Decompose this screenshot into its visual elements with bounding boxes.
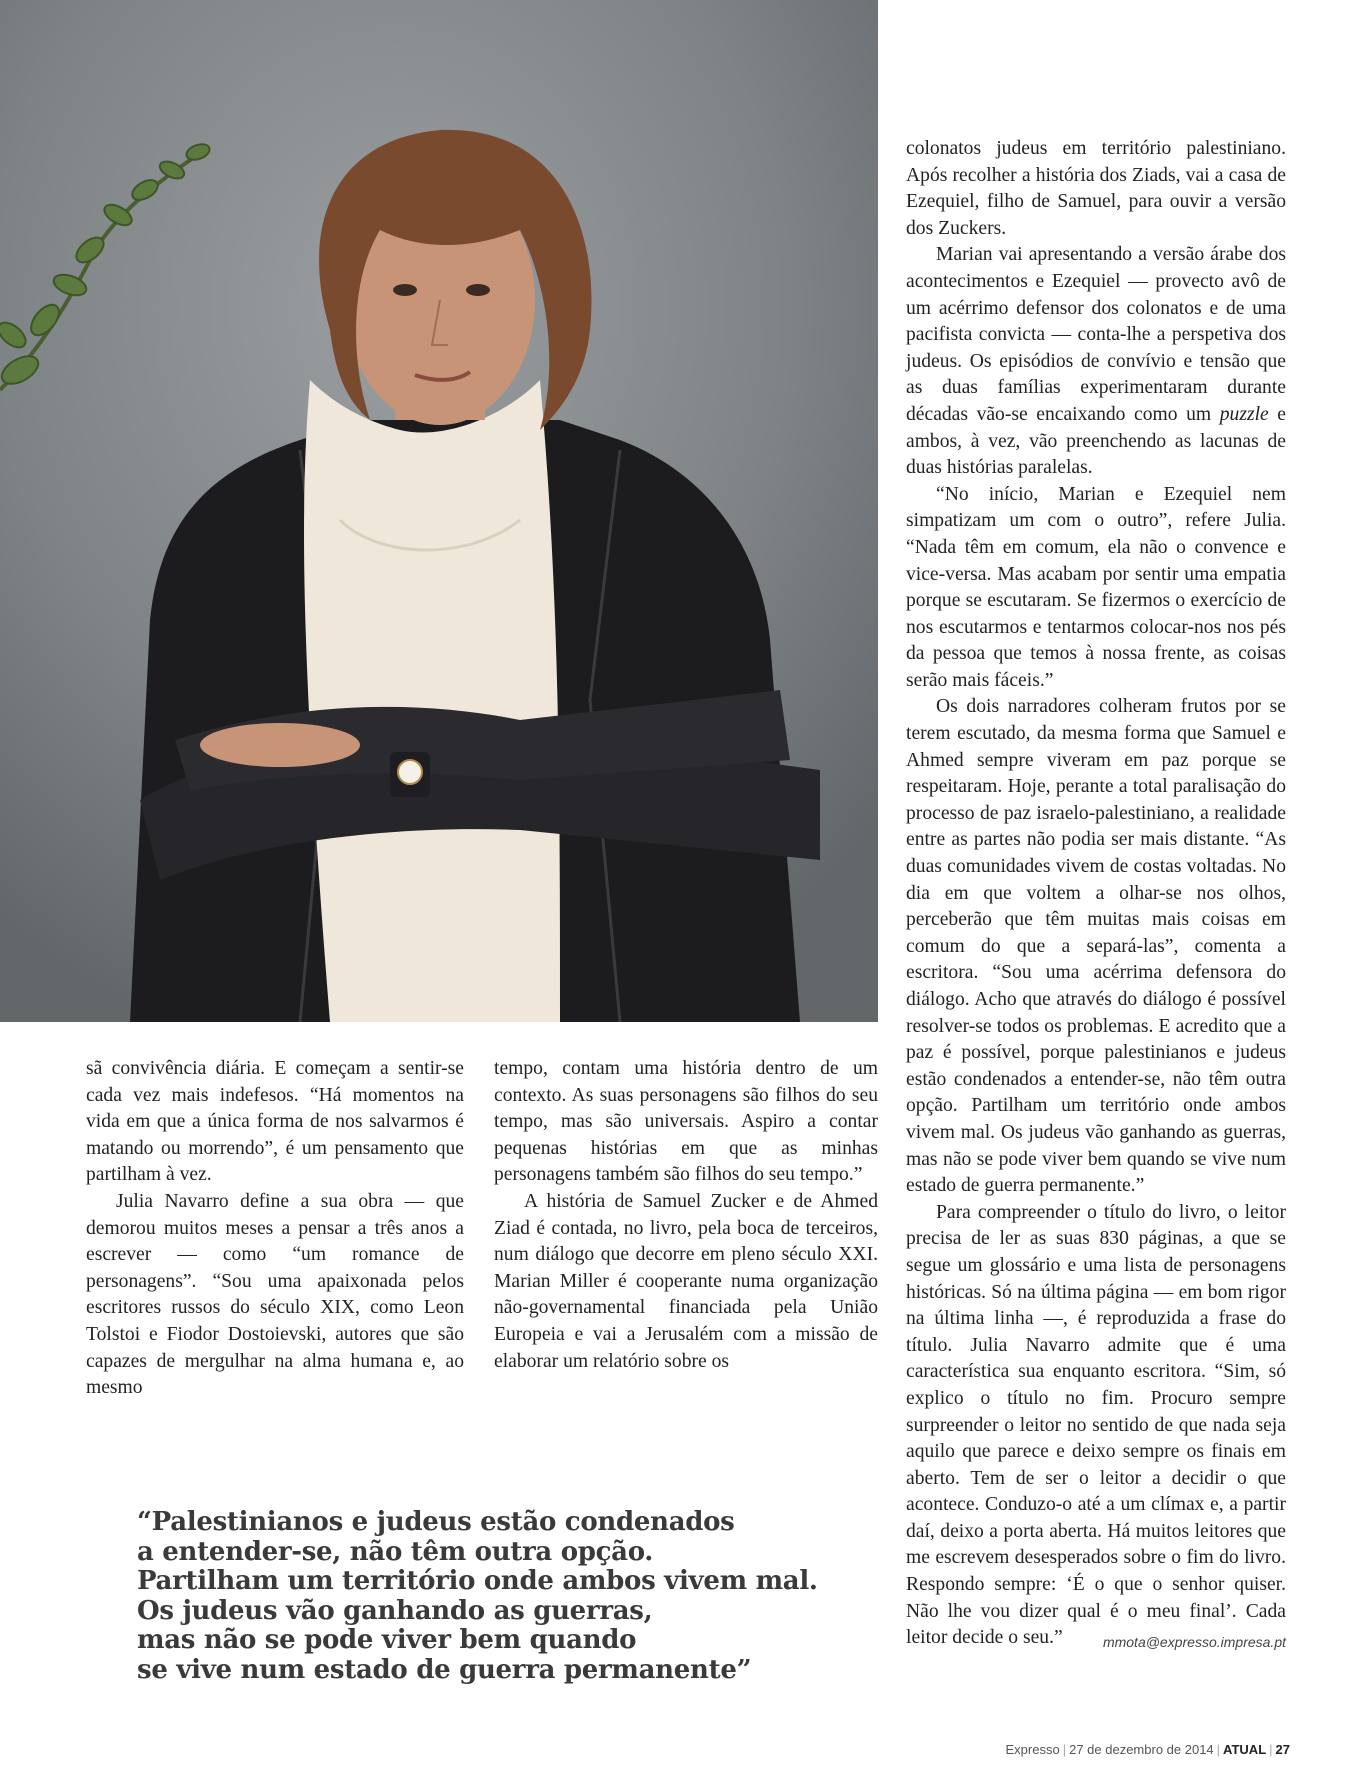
- portrait-photo: [0, 0, 878, 1022]
- page-number: 27: [1275, 1742, 1290, 1757]
- pull-quote-line: mas não se pode viver bem quando: [137, 1625, 637, 1655]
- paragraph: Os dois narradores colheram frutos por se terem escutado, da mesma forma que Samuel e Ahmed sempre viveram em paz porque se respeitaram. Hoje, perante a total paralisação do processo de paz israelo-palestiniano, a realidade entre as partes não podia ser mais distante. “As duas comunidades vivem de costas voltadas. No dia em que voltem a olhar-se nos olhos, perceberão que têm muitas mais coisas em comum do que a separá-las”, comenta a escritora. “Sou uma acérrima defensora do diálogo. Acho que através do diálogo é possível resolver-se todos os problemas. E acredito que a paz é possível, porque palestinianos e judeus estão condenados a entender-se, não têm outra opção. Partilham um território onde ambos vivem mal. Os judeus vão ganhando as guerras, mas não se pode viver bem quando se vive num estado de guerra permanente.”: [906, 696, 1286, 1197]
- watch-icon: [398, 760, 422, 784]
- divider: |: [1269, 1742, 1273, 1757]
- paragraph: Marian vai apresentando a versão árabe dos acontecimentos e Ezequiel — provecto avô de um acérrimo defensor dos colonatos e de uma pacifista convicta — conta-lhe a perspetiva dos judeus. Os episódios de convívio e tensão que as duas famílias experimentaram durante décadas vão-se encaixando como um puzzle e ambos, à vez, vão preenchendo as lacunas de duas histórias paralelas.: [906, 244, 1286, 479]
- paragraph: tempo, contam uma história dentro de um contexto. As suas personagens são filhos do seu tempo, mas são universais. Aspiro a contar pequenas histórias em que as minhas personagens também são filhos do seu tempo.”: [494, 1058, 878, 1186]
- article-column-middle: [494, 1056, 878, 1375]
- section-name: ATUAL: [1223, 1742, 1267, 1757]
- pull-quote-line: a entender-se, não têm outra opção.: [137, 1536, 654, 1567]
- paragraph: A história de Samuel Zucker e de Ahmed Ziad é contada, no livro, pela boca de terceiros, num diálogo que decorre em pleno século XXI. Marian Miller é cooperante numa organização não-governamental financiada pela União Europeia e vai a Jerusalém com a missão de elaborar um relatório sobre os: [494, 1190, 878, 1372]
- emphasis: puzzle: [1219, 403, 1269, 425]
- publication-name: Expresso: [1005, 1742, 1060, 1757]
- pull-quote: [137, 1508, 837, 1685]
- article-column-left: [86, 1056, 464, 1402]
- portrait-illustration: [0, 0, 878, 1022]
- paragraph: Julia Navarro define a sua obra — que demorou muitos meses a pensar a três anos a escrever — como “um romance de personagens”. “Sou uma apaixonada pelos escritores russos do século XIX, como Leon Tolstoi e Fiodor Dostoievski, autores que são capazes de mergulhar na alma humana e, ao mesmo: [86, 1190, 464, 1399]
- pull-quote-line: Os judeus vão ganhando as guerras,: [137, 1595, 653, 1626]
- paragraph: Para compreender o título do livro, o leitor precisa de ler as suas 830 páginas, a que se segue um glossário e uma lista de personagens históricas. Só na última página — em bom rigor na última linha —, é reproduzida a frase do título. Julia Navarro admite que é uma característica sua enquanto escritora. “Sim, só explico o título no fim. Procuro sempre surpreender o leitor no sentido de que nada seja aquilo que parece e deixo sempre os finais em aberto. Tem de ser o leitor a decidir o que acontece. Conduzo-o até a um clímax e, a partir daí, deixo a porta aberta. Há muitos leitores que me escrevem desesperados sobre o fim do livro. Respondo sempre: ‘É o que o senhor quiser. Não lhe vou dizer qual é o meu final’. Cada leitor decide o seu.”: [906, 1201, 1286, 1649]
- hand: [200, 723, 360, 767]
- paragraph: “No início, Marian e Ezequiel nem simpatizam um com o outro”, refere Julia. “Nada têm em comum, ela não o convence e vice-versa. Mas acabam por sentir uma empatia porque se escutaram. Se fizermos o exercício de nos escutarmos e tentarmos colocar-nos nos pés da pessoa que temos à nossa frente, as coisas serão mais fáceis.”: [906, 483, 1286, 691]
- scarf: [304, 380, 560, 1022]
- issue-date: 27 de dezembro de 2014: [1069, 1742, 1214, 1757]
- article-column-right: [906, 136, 1286, 1652]
- divider: |: [1216, 1742, 1221, 1757]
- paragraph: colonatos judeus em território palestiniano. Após recolher a história dos Ziads, vai a casa de Ezequiel, filho de Samuel, para ouvir a versão dos Zuckers.: [906, 138, 1286, 239]
- page-footer: [1006, 1742, 1291, 1757]
- pull-quote-line: “Palestinianos e judeus estão condenados: [137, 1507, 735, 1537]
- pull-quote-line: se vive num estado de guerra permanente”: [137, 1654, 752, 1685]
- author-email[interactable]: mmota@expresso.impresa.pt: [1102, 1634, 1286, 1650]
- divider: |: [1062, 1742, 1067, 1757]
- paragraph: sã convivência diária. E começam a sentir-se cada vez mais indefesos. “Há momentos na vida em que a única forma de nos salvarmos é matando ou morrendo”, é um pensamento que partilham à vez.: [86, 1058, 464, 1186]
- pull-quote-line: Partilham um território onde ambos vivem mal.: [137, 1566, 818, 1596]
